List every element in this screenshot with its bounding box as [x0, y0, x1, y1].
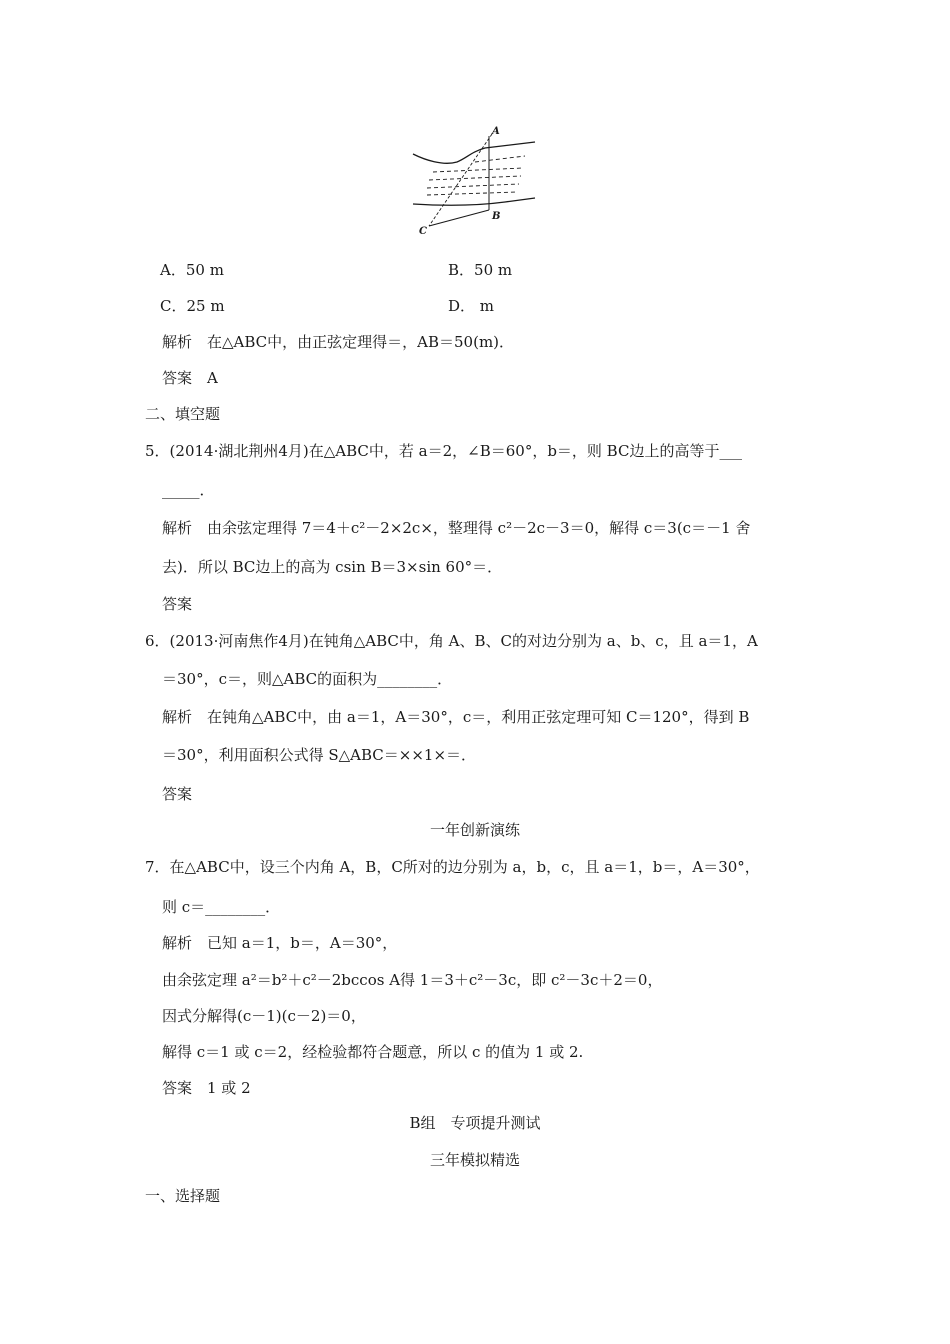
q4-option-b: B．50 m	[448, 261, 513, 279]
river-triangle-figure	[405, 122, 545, 237]
heading-group-b: B组 专项提升测试	[409, 1114, 541, 1132]
q5-analysis-line1: 解析 由余弦定理得 7＝4＋c²－2×2c×，整理得 c²－2c－3＝0，解得 c＝3(c＝－1 舍	[162, 519, 751, 537]
heading-innovation: 一年创新演练	[429, 821, 520, 839]
lower-riverbank	[413, 198, 535, 205]
q4-answer: 答案 A	[162, 369, 218, 387]
q7-analysis-line1: 解析 已知 a＝1，b＝，A＝30°，	[162, 934, 398, 952]
q6-question-line2: ＝30°，c＝，则△ABC的面积为________．	[162, 670, 453, 688]
heading-three-year: 三年模拟精选	[429, 1151, 520, 1169]
q6-question-line1: 6．(2013·河南焦作4月)在钝角△ABC中，角 A、B、C的对边分别为 a、b、c，且 a＝1，A	[145, 632, 758, 650]
q7-question-line1: 7．在△ABC中，设三个内角 A，B，C所对的边分别为 a，b，c，且 a＝1，b＝，A＝30°，	[145, 858, 760, 876]
q5-answer: 答案	[162, 595, 193, 613]
q6-analysis-line2: ＝30°，利用面积公式得 S△ABC＝××1×＝．	[162, 746, 477, 764]
q4-option-a: A．50 m	[160, 261, 224, 279]
q4-analysis: 解析 在△ABC中，由正弦定理得＝，AB＝50(m)．	[162, 333, 515, 351]
q5-analysis-line2: 去)．所以 BC边上的高为 csin B＝3×sin 60°＝．	[162, 558, 503, 576]
label-b: B	[492, 211, 501, 222]
water-lines	[427, 156, 525, 195]
label-c: C	[419, 226, 427, 237]
q4-option-d: D． m	[448, 297, 495, 315]
q7-analysis-line3: 因式分解得(c－1)(c－2)＝0，	[162, 1007, 366, 1025]
label-a: A	[492, 126, 500, 137]
section-choice: 一、选择题	[145, 1187, 221, 1205]
q7-answer: 答案 1 或 2	[162, 1079, 251, 1097]
q6-analysis-line1: 解析 在钝角△ABC中，由 a＝1，A＝30°，c＝，利用正弦定理可知 C＝120°，得到 B	[162, 708, 750, 726]
q5-question-line2: _____．	[162, 481, 215, 499]
q6-answer: 答案	[162, 785, 193, 803]
q7-analysis-line4: 解得 c＝1 或 c＝2，经检验都符合题意，所以 c 的值为 1 或 2.	[162, 1043, 584, 1061]
section-fill-in: 二、填空题	[145, 405, 221, 423]
q5-question-line1: 5．(2014·湖北荆州4月)在△ABC中，若 a＝2，∠B＝60°，b＝，则 BC边上的高等于___	[145, 442, 742, 460]
q7-analysis-line2: 由余弦定理 a²＝b²＋c²－2bccos A得 1＝3＋c²－3c，即 c²－3c＋2＝0，	[162, 971, 663, 989]
q7-question-line2: 则 c＝________．	[162, 898, 281, 916]
q4-option-c: C．25 m	[160, 297, 225, 315]
